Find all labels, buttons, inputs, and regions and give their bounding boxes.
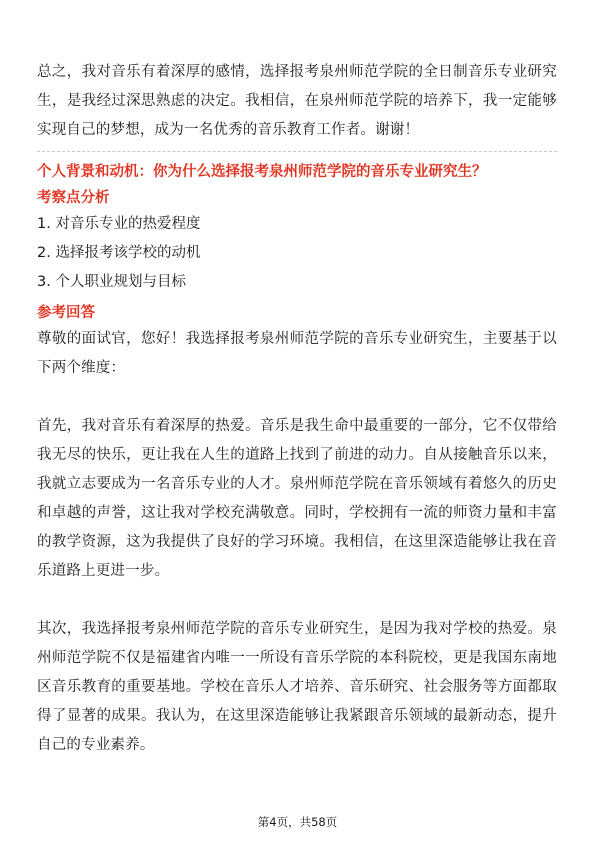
section-divider: [37, 151, 557, 152]
analysis-list: [37, 210, 557, 297]
question-heading: 个人背景和动机：你为什么选择报考泉州师范学院的音乐专业研究生？: [37, 164, 487, 180]
analysis-heading: 考察点分析: [37, 190, 110, 206]
answer-heading: 参考回答: [37, 305, 95, 321]
paragraph-spacer: [37, 383, 557, 412]
page-content: [37, 58, 557, 760]
answer-paragraph: 尊敬的面试官，您好！我选择报考泉州师范学院的音乐专业研究生，主要基于以下两个维度：: [37, 331, 557, 376]
list-item: 1. 对音乐专业的热爱程度: [37, 216, 201, 232]
page-number: 第4页，共58页: [257, 815, 338, 829]
intro-paragraph: 总之，我对音乐有着深厚的感情，选择报考泉州师范学院的全日制音乐专业研究生，是我经过深思熟虑的决定。我相信，在泉州师范学院的培养下，我一定能够实现自己的梦想，成为一名优秀的音乐教育工作者。谢谢！: [37, 64, 557, 138]
list-item: 2. 选择报考该学校的动机: [37, 245, 201, 261]
list-item: 3. 个人职业规划与目标: [37, 274, 186, 290]
answer-paragraph: 首先，我对音乐有着深厚的热爱。音乐是我生命中最重要的一部分，它不仅带给我无尽的快乐，更让我在人生的道路上找到了前进的动力。自从接触音乐以来，我就立志要成为一名音乐专业的人才。泉州师范学院在音乐领域有着悠久的历史和卓越的声誉，这让我对学校充满敬意。同时，学校拥有一流的师资力量和丰富的教学资源，这为我提供了良好的学习环境。我相信，在这里深造能够让我在音乐道路上更进一步。: [37, 418, 557, 579]
paragraph-spacer: [37, 586, 557, 615]
answer-paragraph: 其次，我选择报考泉州师范学院的音乐专业研究生，是因为我对学校的热爱。泉州师范学院不仅是福建省内唯一一所设有音乐学院的本科院校，更是我国东南地区音乐教育的重要基地。学校在音乐人才培养、音乐研究、社会服务等方面都取得了显著的成果。我认为，在这里深造能够让我紧跟音乐领域的最新动态，提升自己的专业素养。: [37, 621, 557, 753]
